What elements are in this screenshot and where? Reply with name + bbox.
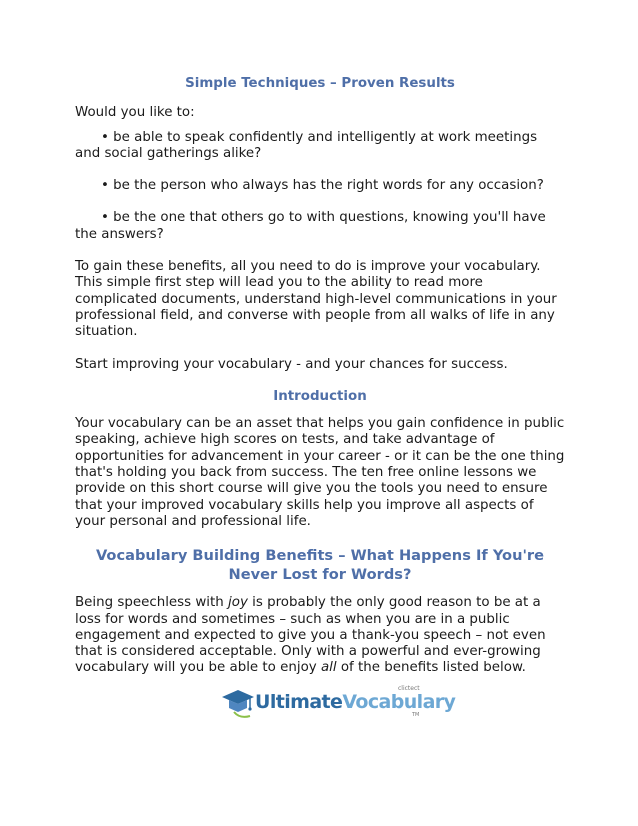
paragraph-introduction: Your vocabulary can be an asset that helps you gain confidence in public speaking, achieve high scores on tests, and take advantage of opportunities for advancement in your career - or it can be the one thing that's holding you back from success. The ten free online lessons we provide on this short course will give you the tools you need to ensure that your improved vocabulary skills help you improve all aspects of your personal and professional life. bbox=[75, 416, 565, 529]
introduction-heading: Introduction bbox=[273, 388, 367, 404]
bullet-item: • be the person who always has the right words for any occasion? bbox=[101, 178, 544, 194]
ultimate-vocabulary-logo bbox=[220, 685, 456, 720]
logo-small-text: clictect bbox=[398, 685, 420, 692]
benefits-text: is probably the only good reason to be at a loss for words and sometimes – such as when you are in a public engagement and expected to give you a thank-you speech – not even that is considered acceptable. Only with a powerful and ever-growing vocabulary will you be able to enjoy bbox=[75, 595, 546, 676]
paragraph-gain: To gain these benefits, all you need to do is improve your vocabulary. This simple first step will lead you to the ability to read more complicated documents, understand high-level communications in your professional field, and converse with people from all walks of life in any situation. bbox=[75, 259, 557, 340]
bullet-item: • be able to speak confidently and intelligently at work meetings and social gatherings alike? bbox=[75, 129, 538, 161]
graduation-cap-icon bbox=[220, 686, 256, 720]
logo-wordmark bbox=[255, 691, 455, 713]
paragraph-start: Start improving your vocabulary - and your chances for success. bbox=[75, 356, 508, 372]
logo-word-ultimate: Ultimate bbox=[255, 691, 343, 713]
emphasis-joy: joy bbox=[228, 595, 248, 611]
logo-word-vocabulary: Vocabulary bbox=[342, 691, 456, 713]
document-body bbox=[75, 76, 565, 693]
intro-question: Would you like to: bbox=[75, 105, 195, 121]
benefits-text: Being speechless with bbox=[75, 595, 229, 611]
bullet-item: • be the one that others go to with questions, knowing you'll have the answers? bbox=[75, 210, 546, 242]
benefits-paragraph bbox=[75, 595, 565, 676]
benefits-heading: Vocabulary Building Benefits – What Happens If You're Never Lost for Words? bbox=[95, 547, 545, 584]
page-title: Simple Techniques – Proven Results bbox=[185, 76, 455, 91]
logo-trademark: TM bbox=[412, 712, 420, 718]
benefits-text: of the benefits listed below. bbox=[336, 660, 526, 676]
emphasis-all: all bbox=[320, 660, 337, 676]
